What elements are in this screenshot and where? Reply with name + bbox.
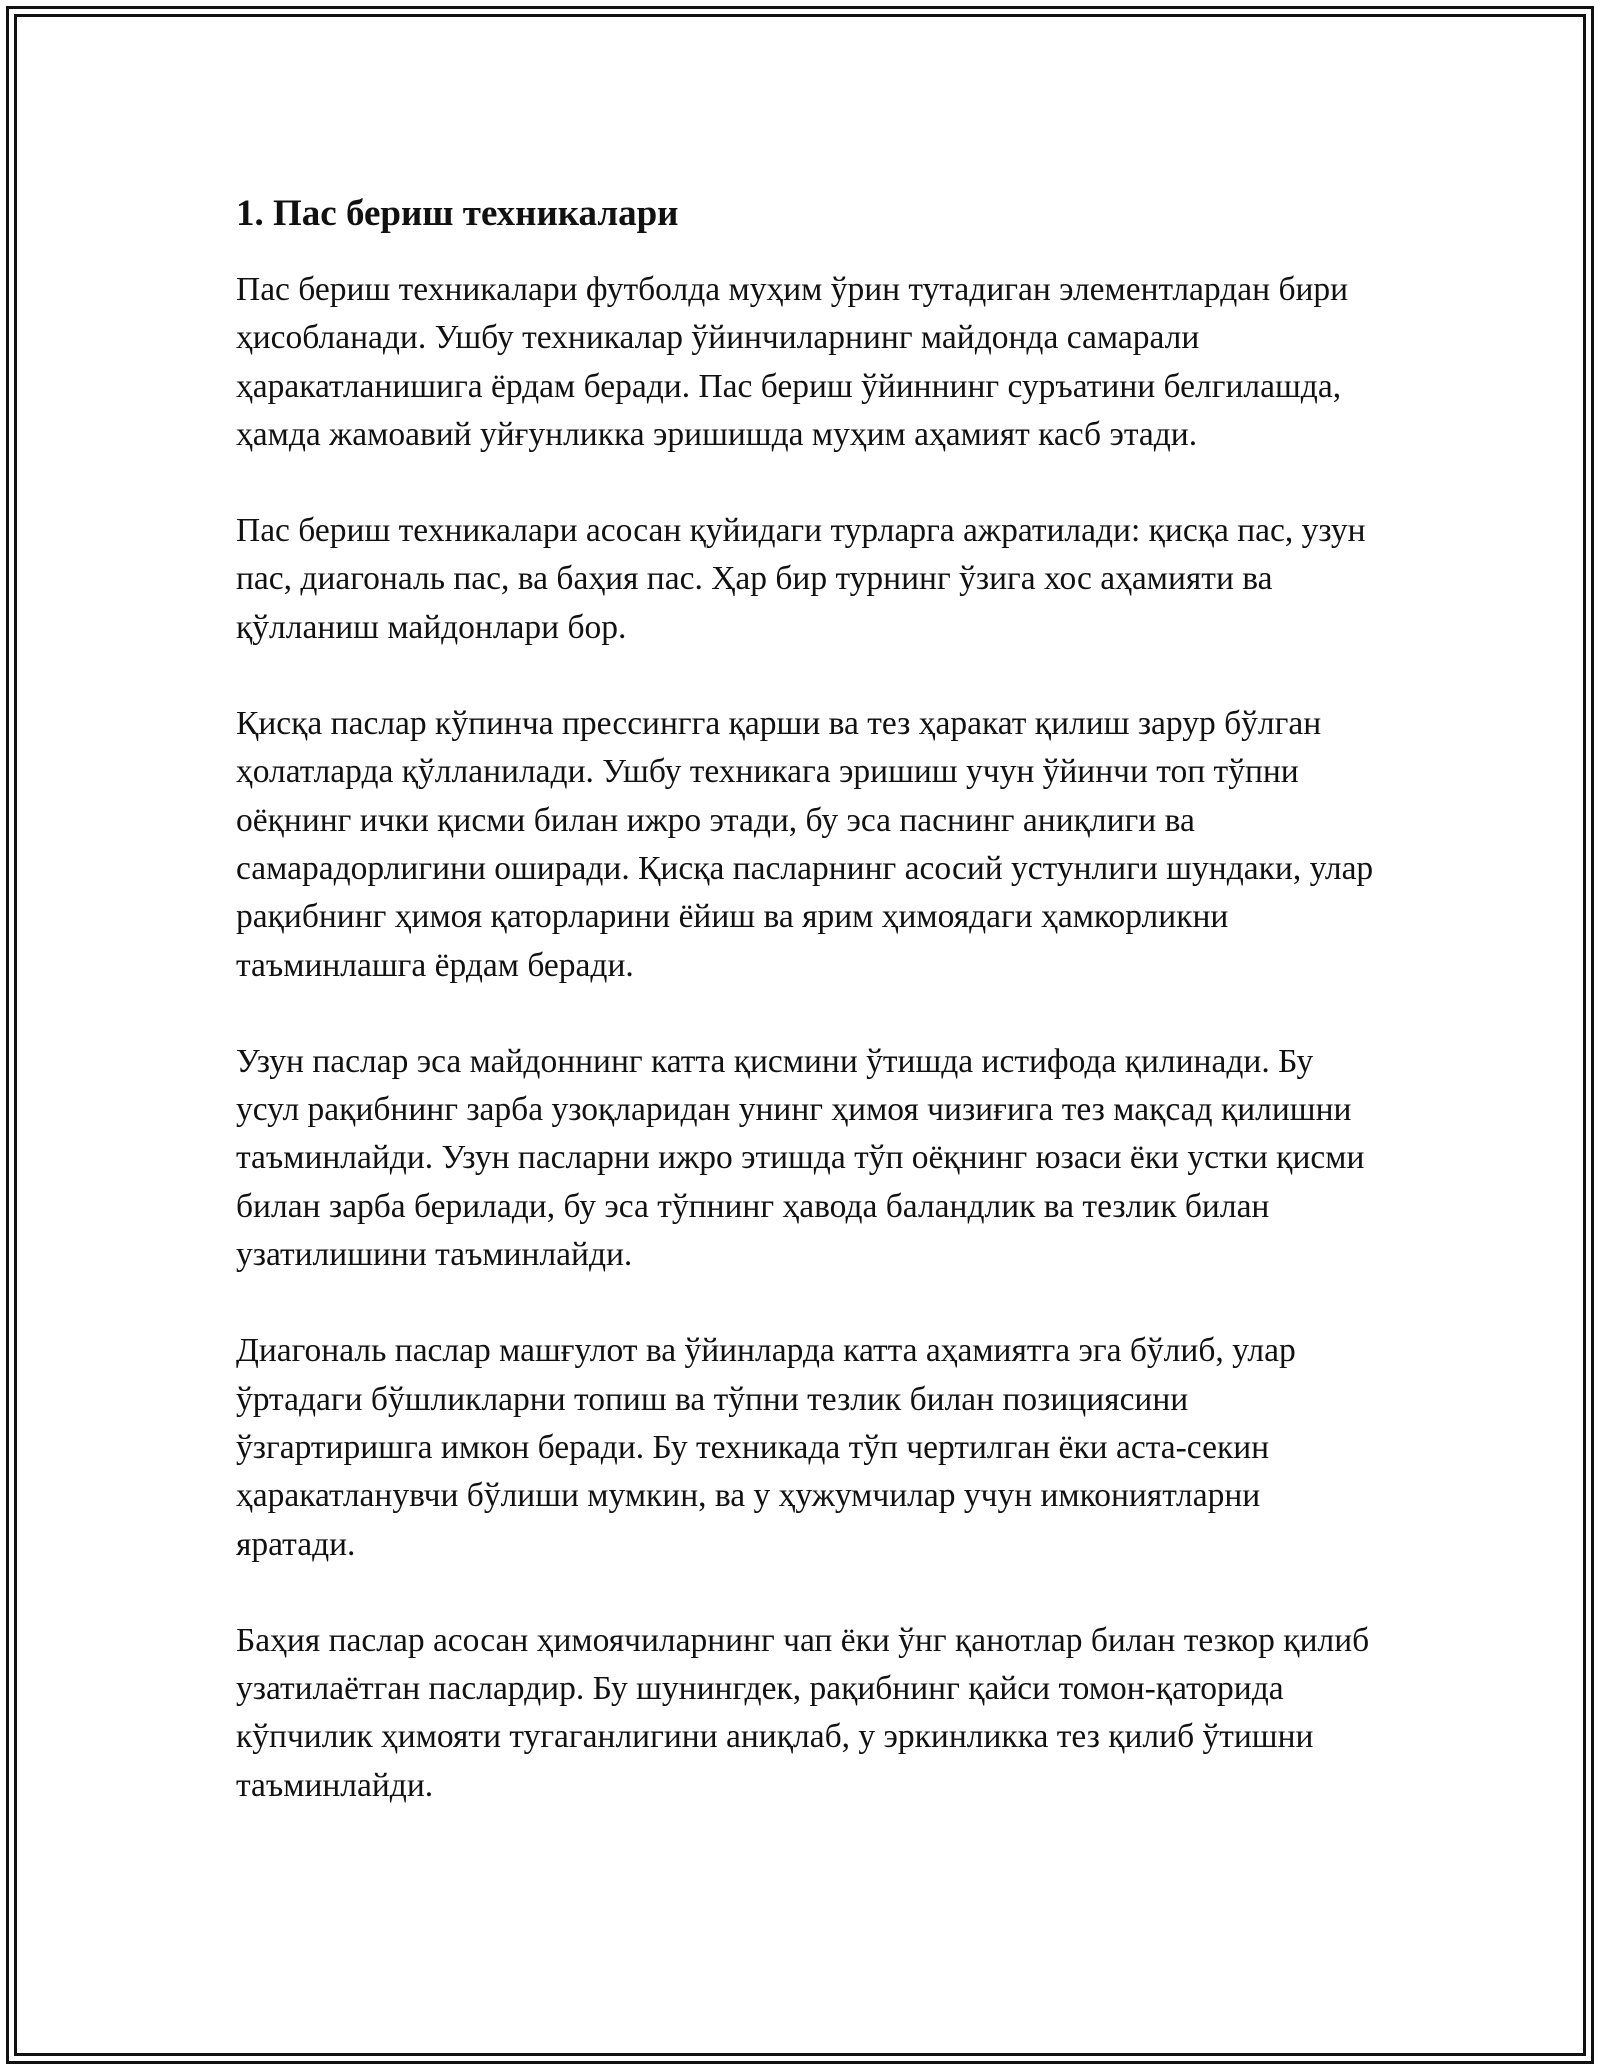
paragraph-intro: Пас бериш техникалари футболда муҳим ўрин тутадиган элементлардан бири ҳисобланади. Ушбу техникалар ўйинчиларнинг майдонда самарали ҳаракатланишига ёрдам беради. Пас бериш ўйиннинг суръатини белгилашда, ҳамда жамоавий уйғунликка эришишда муҳим аҳамият касб этади.	[236, 271, 1349, 453]
paragraph-flank-passes: Баҳия паслар асосан ҳимоячиларнинг чап ёки ўнг қанотлар билан тезкор қилиб узатилаётган паслардир. Бу шунингдек, рақибнинг қайси томон-қаторида кўпчилик ҳимояти тугаганлигини аниқлаб, у эркинликка тез қилиб ўтишни таъминлайди.	[236, 1621, 1370, 1804]
paragraph-pass-types: Пас бериш техникалари асосан қуйидаги турларга ажратилади: қисқа пас, узун пас, диагональ пас, ва баҳия пас. Ҳар бир турнинг ўзига хос аҳамияти ва қўлланиш майдонлари бор.	[236, 512, 1366, 646]
paragraph-short-passes: Қисқа паслар кўпинча прессингга қарши ва тез ҳаракат қилиш зарур бўлган ҳолатларда қўлланилади. Ушбу техникага эришиш учун ўйинчи топ тўпни оёқнинг ички қисми билан ижро этади, бу эса паснинг аниқлиги ва самарадорлигини оширади. Қисқа пасларнинг асосий устунлиги шундаки, улар рақибнинг ҳимоя қаторларини ёйиш ва ярим ҳимоядаги ҳамкорликни таъминлашга ёрдам беради.	[236, 705, 1374, 984]
section-heading: 1. Пас бериш техникалари	[236, 193, 679, 234]
paragraph-long-passes: Узун паслар эса майдоннинг катта қисмини ўтишда истифода қилинади. Бу усул рақибнинг зарба узоқларидан унинг ҳимоя чизиғига тез мақсад қилишни таъминлайди. Узун пасларни ижро этишда тўп оёқнинг юзаси ёки устки қисми билан зарба берилади, бу эса тўпнинг ҳавода баландлик ва тезлик билан узатилишини таъминлайди.	[236, 1042, 1365, 1274]
paragraph-diagonal-passes: Диагональ паслар машғулот ва ўйинларда катта аҳамиятга эга бўлиб, улар ўртадаги бўшликларни топиш ва тўпни тезлик билан позициясини ўзгартиришга имкон беради. Бу техникада тўп чертилган ёки аста-секин ҳаракатланувчи бўлиши мумкин, ва у ҳужумчилар учун имкониятларни яратади.	[236, 1332, 1296, 1563]
document-page	[236, 190, 1376, 1858]
